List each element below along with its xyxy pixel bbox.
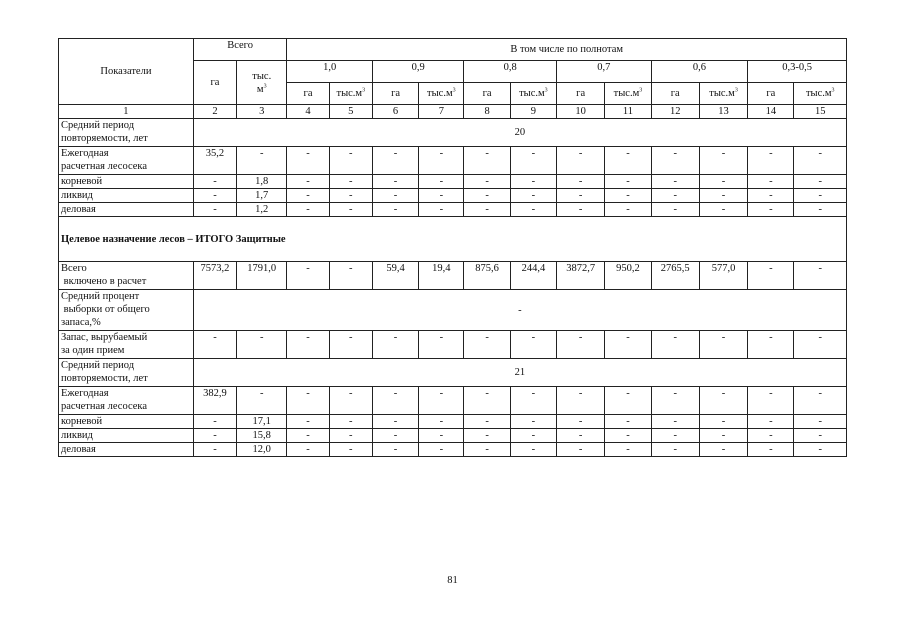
- table-cell: -: [287, 331, 329, 359]
- column-number: 5: [329, 105, 372, 119]
- header-unit-ha: га: [748, 83, 794, 105]
- header-density: 1,0: [287, 61, 373, 83]
- table-cell: -: [794, 147, 847, 175]
- table-cell: -: [605, 387, 651, 415]
- table-cell: -: [329, 189, 372, 203]
- table-cell: -: [287, 262, 329, 290]
- table-cell: -: [287, 175, 329, 189]
- table-cell: -: [464, 387, 510, 415]
- table-cell: -: [651, 189, 699, 203]
- row-label: корневой: [59, 175, 194, 189]
- header-unit-ha: га: [372, 83, 418, 105]
- table-cell: -: [699, 147, 747, 175]
- header-unit-ha: га: [651, 83, 699, 105]
- table-row: [59, 359, 847, 387]
- table-cell: 1,7: [237, 189, 287, 203]
- table-cell: -: [329, 387, 372, 415]
- header-unit-thous-m3: $тыс.м^3$: [510, 83, 556, 105]
- table-cell: -: [329, 415, 372, 429]
- table-row: [59, 415, 847, 429]
- table-cell: -: [287, 415, 329, 429]
- table-cell: -: [748, 189, 794, 203]
- table-cell: -: [419, 331, 464, 359]
- table-cell: -: [651, 387, 699, 415]
- column-number: 9: [510, 105, 556, 119]
- table-cell: -: [329, 147, 372, 175]
- table-cell: -: [464, 189, 510, 203]
- row-label: Средний процент выборки от общего запаса,%: [59, 290, 194, 331]
- table-cell: -: [605, 429, 651, 443]
- row-label: Ежегодная расчетная лесосека: [59, 387, 194, 415]
- table-cell: -: [605, 147, 651, 175]
- row-label: ликвид: [59, 429, 194, 443]
- column-number: 6: [372, 105, 418, 119]
- table-cell: -: [557, 331, 605, 359]
- row-label: Запас, вырубаемый за один прием: [59, 331, 194, 359]
- table-cell: -: [699, 429, 747, 443]
- table-cell: -: [329, 203, 372, 217]
- table-cell: -: [794, 443, 847, 457]
- table-cell: -: [699, 331, 747, 359]
- table-cell: -: [372, 387, 418, 415]
- table-cell: -: [651, 175, 699, 189]
- header-total: Всего: [193, 39, 287, 61]
- table-cell: -: [557, 147, 605, 175]
- table-cell: -: [329, 331, 372, 359]
- header-unit-ha: га: [557, 83, 605, 105]
- table-cell: -: [287, 387, 329, 415]
- row-label: деловая: [59, 203, 194, 217]
- table-cell: 3872,7: [557, 262, 605, 290]
- table-cell: -: [794, 415, 847, 429]
- forest-table: [58, 38, 847, 457]
- merged-value: 21: [193, 359, 846, 387]
- table-cell: -: [748, 175, 794, 189]
- table-cell: -: [329, 443, 372, 457]
- table-cell: 950,2: [605, 262, 651, 290]
- table-row: [59, 189, 847, 203]
- table-row: [59, 290, 847, 331]
- table-cell: 59,4: [372, 262, 418, 290]
- table-row: [59, 429, 847, 443]
- table-cell: -: [193, 331, 236, 359]
- table-cell: -: [748, 147, 794, 175]
- column-number: 14: [748, 105, 794, 119]
- table-cell: -: [287, 429, 329, 443]
- header-density: 0,7: [557, 61, 652, 83]
- table-cell: -: [748, 203, 794, 217]
- table-cell: -: [193, 443, 236, 457]
- column-number: 11: [605, 105, 651, 119]
- table-cell: -: [329, 262, 372, 290]
- header-unit-ha: га: [464, 83, 510, 105]
- table-cell: -: [510, 147, 556, 175]
- table-cell: -: [193, 189, 236, 203]
- table-cell: 15,8: [237, 429, 287, 443]
- table-cell: -: [510, 429, 556, 443]
- table-cell: 244,4: [510, 262, 556, 290]
- table-cell: -: [372, 203, 418, 217]
- table-cell: -: [651, 147, 699, 175]
- header-unit-thous-m3: $тыс.м^3$: [794, 83, 847, 105]
- table-cell: -: [794, 387, 847, 415]
- table-cell: -: [510, 175, 556, 189]
- table-cell: -: [605, 331, 651, 359]
- table-cell: -: [699, 415, 747, 429]
- table-cell: -: [419, 429, 464, 443]
- table-cell: -: [699, 203, 747, 217]
- table-cell: -: [605, 443, 651, 457]
- table-row: [59, 443, 847, 457]
- header-density: 0,6: [651, 61, 748, 83]
- table-cell: -: [464, 147, 510, 175]
- table-cell: -: [557, 443, 605, 457]
- table-cell: -: [464, 331, 510, 359]
- table-cell: -: [557, 175, 605, 189]
- table-cell: 875,6: [464, 262, 510, 290]
- table-cell: -: [557, 387, 605, 415]
- table-cell: -: [372, 331, 418, 359]
- table-cell: -: [605, 415, 651, 429]
- column-number: 3: [237, 105, 287, 119]
- header-density: 0,9: [372, 61, 464, 83]
- header-density: 0,8: [464, 61, 557, 83]
- table-cell: -: [605, 189, 651, 203]
- header-unit-ha: га: [287, 83, 329, 105]
- table-cell: -: [651, 203, 699, 217]
- table-cell: -: [651, 331, 699, 359]
- table-row: [59, 217, 847, 262]
- table-cell: -: [699, 175, 747, 189]
- table-cell: -: [193, 203, 236, 217]
- column-number: 7: [419, 105, 464, 119]
- row-label: Средний период повторяемости, лет: [59, 119, 194, 147]
- table-cell: 1,2: [237, 203, 287, 217]
- column-number: 4: [287, 105, 329, 119]
- table-cell: -: [372, 189, 418, 203]
- column-number: 10: [557, 105, 605, 119]
- table-cell: 2765,5: [651, 262, 699, 290]
- table-cell: -: [748, 443, 794, 457]
- table-row: [59, 203, 847, 217]
- header-total-thous-m3: тыс. $м^3$: [237, 61, 287, 105]
- table-cell: -: [794, 203, 847, 217]
- table-cell: 1791,0: [237, 262, 287, 290]
- row-label: Всего включено в расчет: [59, 262, 194, 290]
- header-total-ha: га: [193, 61, 236, 105]
- table-cell: -: [510, 203, 556, 217]
- row-label: ликвид: [59, 189, 194, 203]
- table-cell: -: [748, 331, 794, 359]
- column-number: 2: [193, 105, 236, 119]
- table-cell: -: [699, 443, 747, 457]
- column-number: 13: [699, 105, 747, 119]
- table-cell: -: [372, 443, 418, 457]
- table-row: [59, 175, 847, 189]
- table-cell: -: [193, 415, 236, 429]
- table-cell: -: [510, 189, 556, 203]
- table-cell: -: [464, 443, 510, 457]
- table-cell: -: [651, 429, 699, 443]
- table-cell: -: [419, 415, 464, 429]
- table-cell: -: [748, 387, 794, 415]
- table-cell: -: [419, 147, 464, 175]
- row-label: деловая: [59, 443, 194, 457]
- merged-value: -: [193, 290, 846, 331]
- section-title: Целевое назначение лесов – ИТОГО Защитные: [59, 217, 847, 262]
- table-cell: -: [287, 189, 329, 203]
- row-label: корневой: [59, 415, 194, 429]
- table-cell: 12,0: [237, 443, 287, 457]
- table-cell: -: [419, 175, 464, 189]
- column-number: 1: [59, 105, 194, 119]
- table-cell: -: [699, 387, 747, 415]
- row-label: Средний период повторяемости, лет: [59, 359, 194, 387]
- table-cell: -: [464, 175, 510, 189]
- column-number: 12: [651, 105, 699, 119]
- table-cell: -: [651, 415, 699, 429]
- table-cell: -: [510, 443, 556, 457]
- table-cell: -: [419, 189, 464, 203]
- table-row: [59, 119, 847, 147]
- table-cell: -: [557, 415, 605, 429]
- table-cell: -: [372, 175, 418, 189]
- table-cell: 577,0: [699, 262, 747, 290]
- table-cell: 17,1: [237, 415, 287, 429]
- page-number: 81: [447, 575, 458, 586]
- table-cell: -: [287, 443, 329, 457]
- table-cell: -: [748, 262, 794, 290]
- table-cell: -: [794, 262, 847, 290]
- table-cell: -: [794, 429, 847, 443]
- table-cell: -: [419, 387, 464, 415]
- table-cell: -: [464, 415, 510, 429]
- table-cell: -: [748, 429, 794, 443]
- table-row: [59, 331, 847, 359]
- table-cell: -: [794, 175, 847, 189]
- table-cell: -: [193, 175, 236, 189]
- header-unit-thous-m3: $тыс.м^3$: [419, 83, 464, 105]
- table-cell: -: [794, 331, 847, 359]
- table-cell: -: [651, 443, 699, 457]
- table-cell: -: [510, 331, 556, 359]
- table-cell: -: [419, 443, 464, 457]
- table-cell: -: [329, 429, 372, 443]
- table-cell: -: [699, 189, 747, 203]
- table-cell: -: [557, 429, 605, 443]
- header-unit-thous-m3: $тыс.м^3$: [605, 83, 651, 105]
- table-row: [59, 387, 847, 415]
- table-cell: 1,8: [237, 175, 287, 189]
- table-cell: -: [794, 189, 847, 203]
- table-cell: -: [237, 331, 287, 359]
- table-row: [59, 262, 847, 290]
- merged-value: 20: [193, 119, 846, 147]
- column-number: 8: [464, 105, 510, 119]
- table-cell: -: [464, 429, 510, 443]
- table-cell: 7573,2: [193, 262, 236, 290]
- table-cell: -: [372, 415, 418, 429]
- table-cell: -: [287, 203, 329, 217]
- table-cell: -: [605, 175, 651, 189]
- header-density: 0,3-0,5: [748, 61, 847, 83]
- table-cell: -: [557, 203, 605, 217]
- table-cell: -: [287, 147, 329, 175]
- table-cell: 35,2: [193, 147, 236, 175]
- table-cell: -: [464, 203, 510, 217]
- table-cell: -: [193, 429, 236, 443]
- header-including: В том числе по полнотам: [287, 39, 847, 61]
- table-cell: -: [510, 387, 556, 415]
- table-cell: -: [372, 147, 418, 175]
- header-unit-thous-m3: $тыс.м^3$: [329, 83, 372, 105]
- table-cell: -: [237, 147, 287, 175]
- column-number: 15: [794, 105, 847, 119]
- table-cell: -: [557, 189, 605, 203]
- row-label: Ежегодная расчетная лесосека: [59, 147, 194, 175]
- table-cell: 382,9: [193, 387, 236, 415]
- table-cell: -: [329, 175, 372, 189]
- header-unit-thous-m3: $тыс.м^3$: [699, 83, 747, 105]
- table-cell: -: [419, 203, 464, 217]
- table-cell: -: [237, 387, 287, 415]
- table-cell: 19,4: [419, 262, 464, 290]
- table-cell: -: [510, 415, 556, 429]
- table-cell: -: [605, 203, 651, 217]
- table-cell: -: [372, 429, 418, 443]
- table-cell: -: [748, 415, 794, 429]
- header-indicators: Показатели: [59, 39, 194, 105]
- table-row: [59, 147, 847, 175]
